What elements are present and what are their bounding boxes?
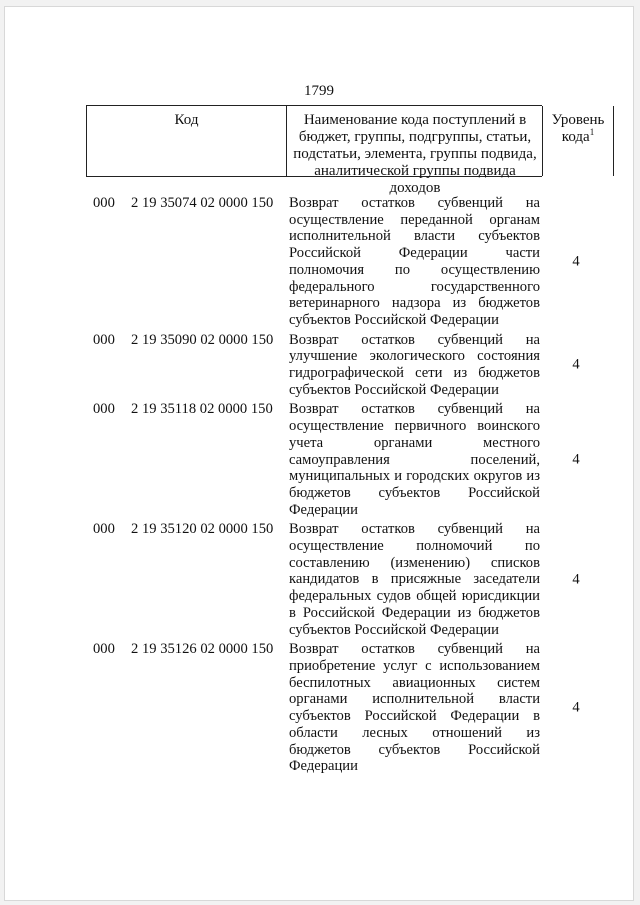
code-name: Возврат остатков субвенций на улучшение экологического состояния гидрографической сети из бюджетов субъектов Российской Федерации — [289, 331, 540, 398]
code-level: 4 — [572, 451, 580, 468]
code-level: 4 — [572, 571, 580, 588]
header-name: Наименование кода поступлений в бюджет, группы, подгруппы, статьи, подстатьи, элемента, группы подвида, аналитической группы подвида доходов — [286, 106, 543, 176]
header-level-label: Уровень кода — [551, 112, 605, 145]
budget-code: 2 19 35090 02 0000 150 — [131, 331, 274, 348]
code-name: Возврат остатков субвенций на осуществление первичного воинского учета органами местного самоуправления поселений, муниципальных и городских округов из бюджетов субъектов Российской Федерации — [289, 401, 540, 518]
header-code: Код — [86, 106, 286, 176]
admin-code: 000 — [93, 641, 115, 658]
code-name: Возврат остатков субвенций на осуществление полномочий по составлению (изменению) списков кандидатов в присяжные заседатели федеральных судов общей юрисдикции в Российской Федерации из бюджетов субъектов Российской Федерации — [289, 521, 540, 638]
table-row — [93, 521, 593, 638]
table-header — [86, 105, 605, 196]
header-level-footnote: 1 — [589, 127, 595, 137]
admin-code: 000 — [93, 521, 115, 538]
table-row — [93, 401, 593, 518]
budget-code: 2 19 35118 02 0000 150 — [131, 401, 273, 418]
table-body — [93, 195, 593, 778]
code-level: 4 — [572, 356, 580, 373]
code-level: 4 — [572, 699, 580, 716]
table-row — [93, 332, 593, 399]
table-row — [93, 641, 593, 775]
table-row — [93, 195, 593, 329]
admin-code: 000 — [93, 195, 115, 211]
admin-code: 000 — [93, 401, 115, 418]
document-page — [4, 6, 634, 901]
code-level: 4 — [572, 253, 580, 270]
budget-code: 2 19 35120 02 0000 150 — [131, 521, 274, 538]
budget-code: 2 19 35126 02 0000 150 — [131, 641, 274, 658]
header-level — [542, 106, 614, 176]
admin-code: 000 — [93, 331, 115, 348]
code-name: Возврат остатков субвенций на приобретение услуг с использованием беспилотных авиационных систем органами исполнительной власти субъектов Российской Федерации в области лесных отношений из бюджетов субъектов Российской Федерации — [289, 641, 540, 775]
page-number: 1799 — [304, 83, 334, 99]
budget-code: 2 19 35074 02 0000 150 — [131, 195, 274, 211]
code-name: Возврат остатков субвенций на осуществление переданной органам исполнительной власти субъектов Российской Федерации части полномочия по осуществлению федерального государственного ветеринарного надзора из бюджетов субъектов Российской Федерации — [289, 195, 540, 328]
